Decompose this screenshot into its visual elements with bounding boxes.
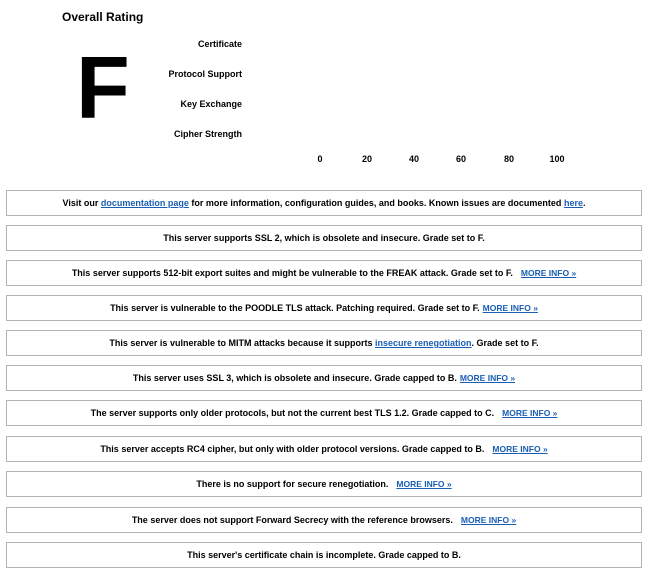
notice-text: . Grade set to F. xyxy=(471,338,539,348)
more-info-link[interactable]: MORE INFO » xyxy=(459,373,516,383)
chart-tick-100: 100 xyxy=(549,154,565,164)
chart-tick-20: 20 xyxy=(361,154,373,164)
chart-label-key-exchange: Key Exchange xyxy=(180,99,242,109)
notice-ssl3 xyxy=(6,365,642,391)
notice-text: This server supports 512-bit export suites and might be vulnerable to the FREAK attack. Grade set to F. xyxy=(71,268,513,278)
documentation-page-link[interactable]: documentation page xyxy=(100,198,189,208)
notice-ssl2 xyxy=(6,225,642,251)
notice-text: This server supports SSL 2, which is obsolete and insecure. Grade set to F. xyxy=(163,233,485,243)
overall-grade: F xyxy=(76,38,130,137)
more-info-link[interactable]: MORE INFO » xyxy=(492,444,548,454)
notice-text: This server is vulnerable to MITM attacks because it supports xyxy=(109,338,373,348)
notice-text: This server is vulnerable to the POODLE TLS attack. Patching required. Grade set to F. xyxy=(110,303,480,313)
notice-text: Visit our xyxy=(62,198,99,208)
notice-text: for more information, configuration guides, and books. Known issues are documented xyxy=(191,198,562,208)
chart-tick-60: 60 xyxy=(455,154,467,164)
notice-poodle-tls xyxy=(6,295,642,321)
notice-documentation xyxy=(6,190,642,216)
chart-tick-80: 80 xyxy=(503,154,515,164)
notice-text: The server supports only older protocols, but not the current best TLS 1.2. Grade capped to C. xyxy=(90,408,495,418)
chart-tick-40: 40 xyxy=(408,154,420,164)
notice-text: This server's certificate chain is incomplete. Grade capped to B. xyxy=(187,550,461,560)
more-info-link[interactable]: MORE INFO » xyxy=(502,408,558,418)
rating-chart xyxy=(168,36,590,170)
chart-label-cipher-strength: Cipher Strength xyxy=(173,129,242,139)
notice-text: This server uses SSL 3, which is obsolete and insecure. Grade capped to B. xyxy=(132,373,457,383)
known-issues-link[interactable]: here xyxy=(563,198,583,208)
chart-label-certificate: Certificate xyxy=(197,39,242,49)
notice-secure-renegotiation xyxy=(6,471,642,497)
notice-text: There is no support for secure renegotiation. xyxy=(196,479,389,489)
more-info-link[interactable]: MORE INFO » xyxy=(520,268,577,278)
more-info-link[interactable]: MORE INFO » xyxy=(482,303,538,313)
notice-forward-secrecy xyxy=(6,507,642,533)
notice-chain-incomplete xyxy=(6,542,642,568)
notice-rc4 xyxy=(6,436,642,462)
chart-tick-0: 0 xyxy=(317,154,323,164)
notice-text: The server does not support Forward Secrecy with the reference browsers. xyxy=(131,515,453,525)
notice-text: . xyxy=(582,198,586,208)
notice-mitm xyxy=(6,330,642,356)
more-info-link[interactable]: MORE INFO » xyxy=(396,479,452,489)
chart-label-protocol-support: Protocol Support xyxy=(168,69,242,79)
notice-text: This server accepts RC4 cipher, but only with older protocol versions. Grade capped to B. xyxy=(100,444,485,454)
insecure-renegotiation-link[interactable]: insecure renegotiation xyxy=(375,338,472,348)
notice-old-protocols xyxy=(6,400,642,426)
more-info-link[interactable]: MORE INFO » xyxy=(460,515,517,525)
overall-rating-title: Overall Rating xyxy=(62,10,144,24)
notice-freak xyxy=(6,260,642,286)
